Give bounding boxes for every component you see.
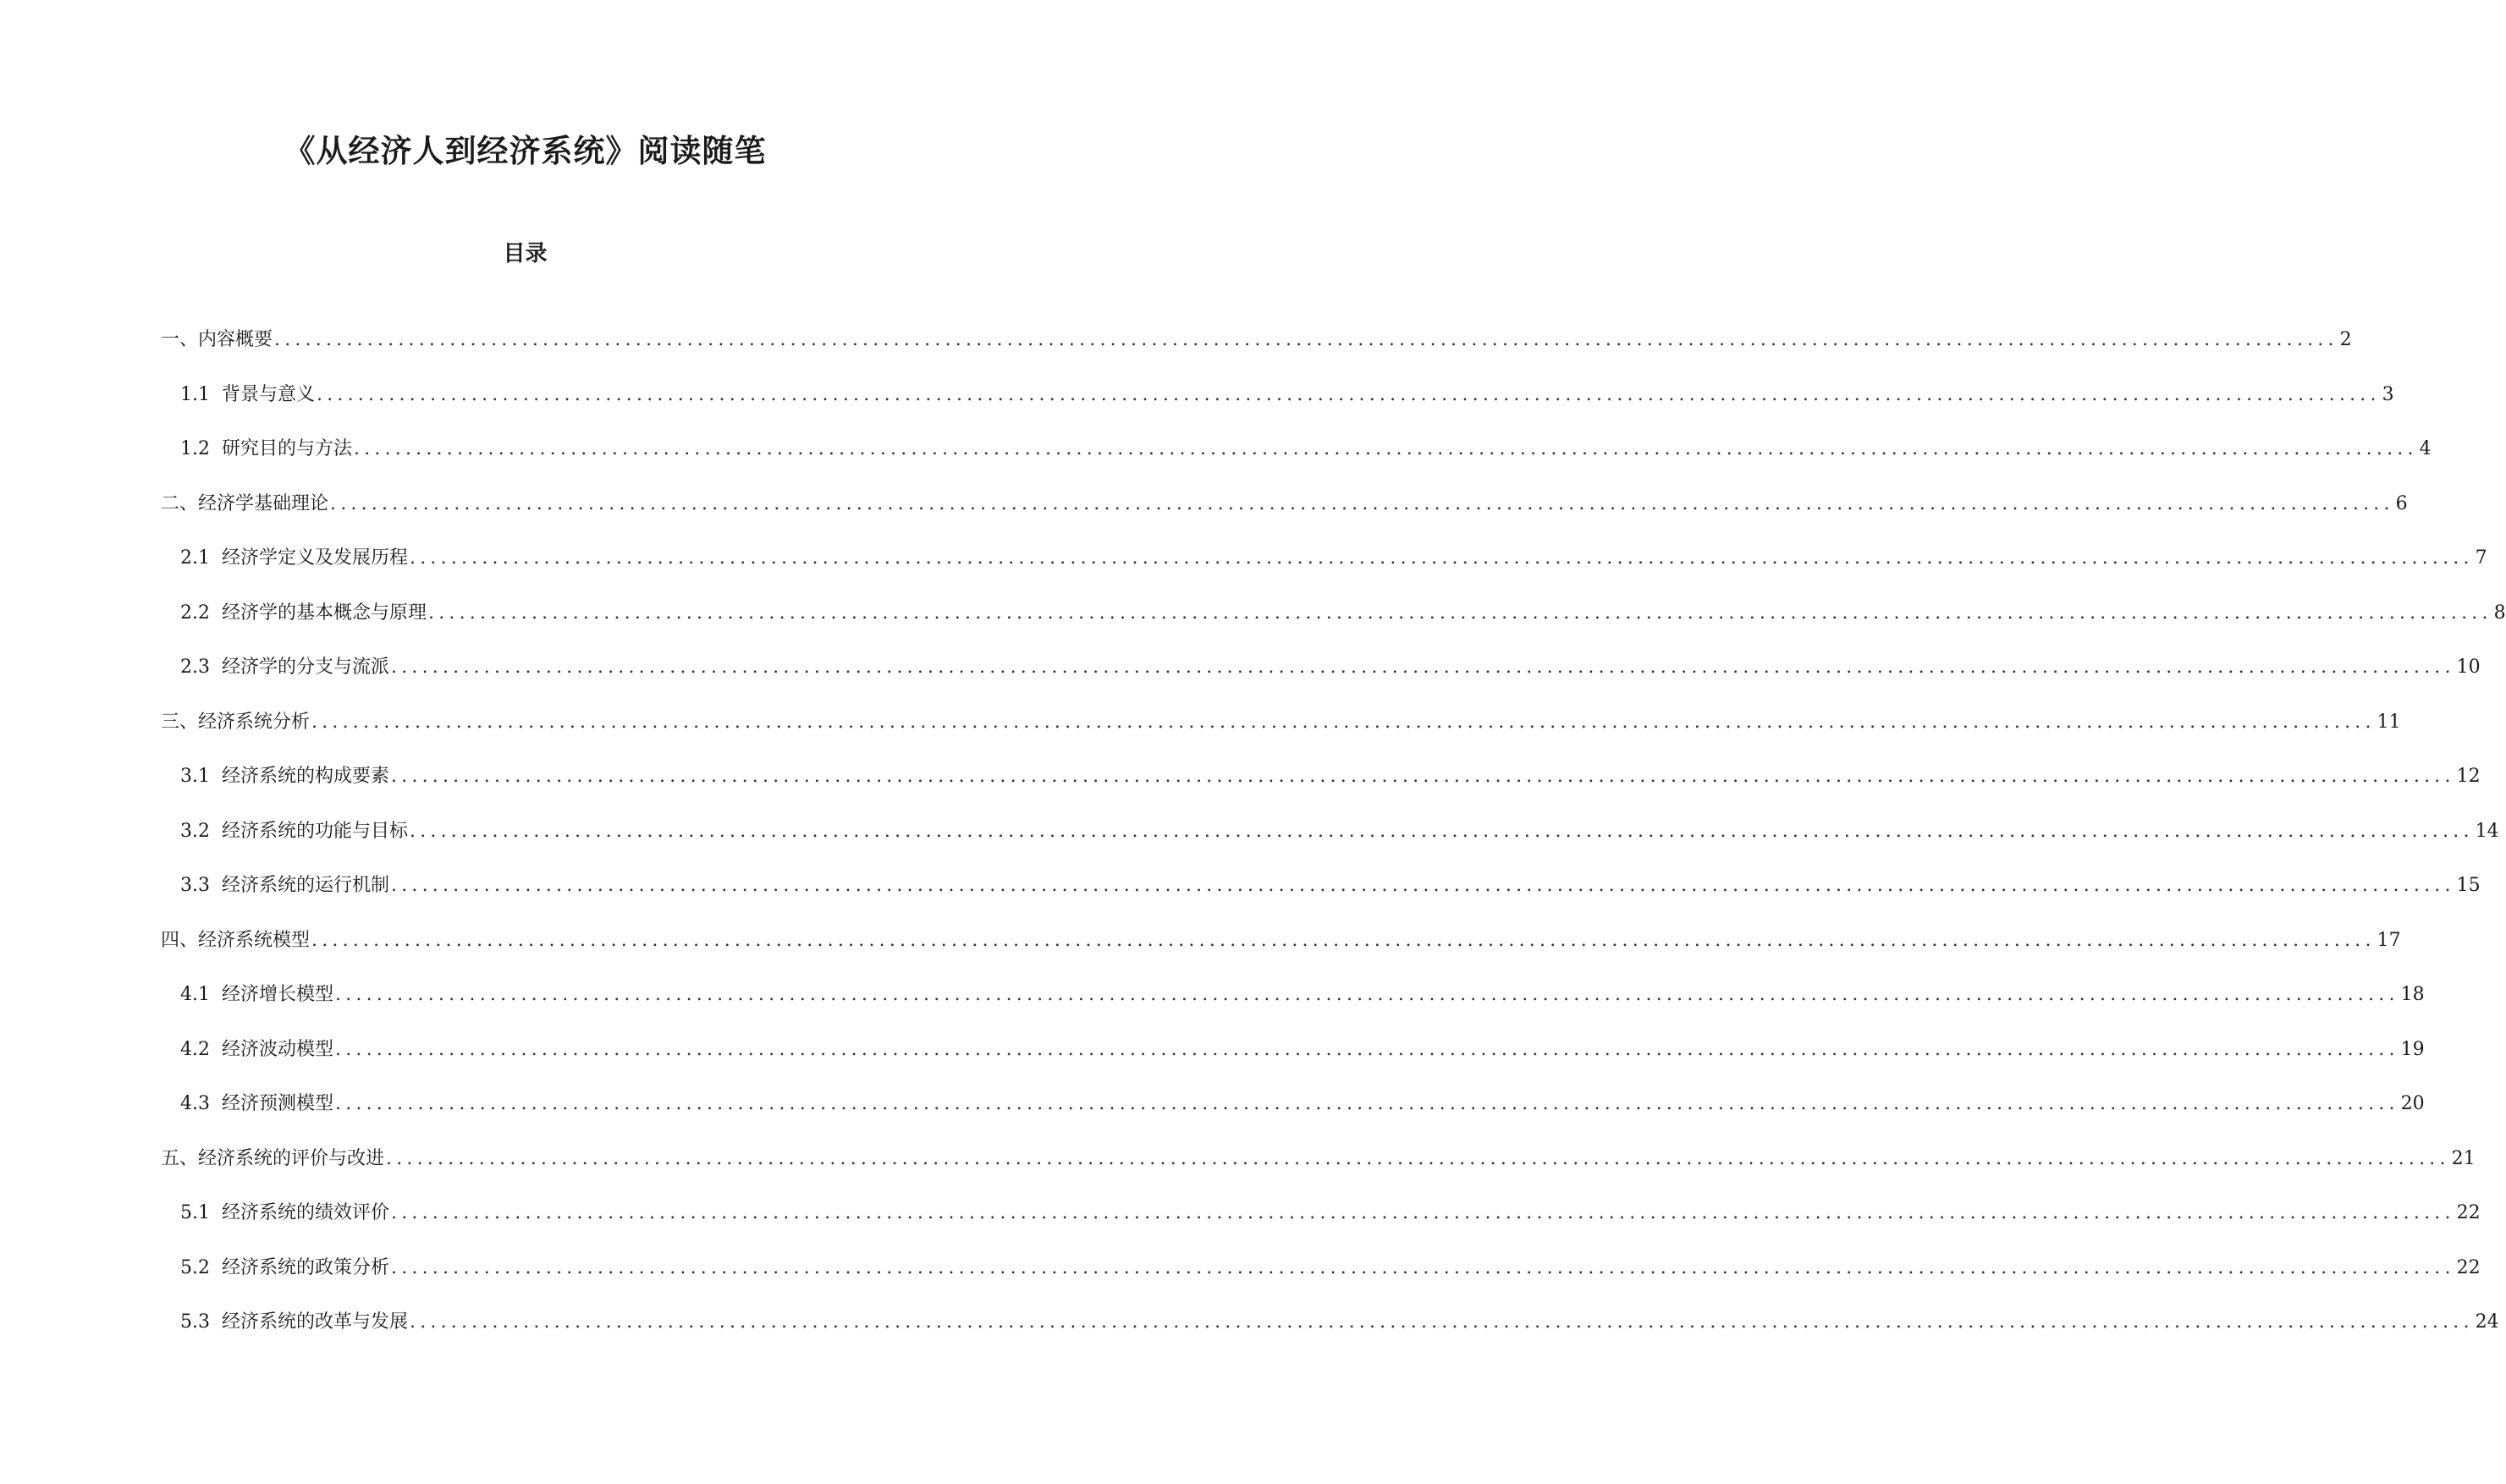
toc-entry-text: 三、经济系统分析 [161, 711, 311, 733]
toc-dot-leader: ........................................................................................................................................................................................................ [410, 547, 2474, 569]
toc-entry[interactable] [180, 1307, 2499, 1338]
toc-entry-number: 2.1 [180, 547, 210, 569]
toc-entry-label [161, 1144, 384, 1174]
toc-entry[interactable] [161, 325, 2352, 355]
toc-entry[interactable] [180, 816, 2499, 847]
toc-entry-label [180, 434, 352, 464]
toc-entry[interactable] [180, 543, 2487, 574]
toc-dot-leader: ........................................................................................................................................................................................................ [428, 602, 2492, 624]
toc-entry[interactable] [180, 1198, 2481, 1228]
toc-page-number: 19 [2400, 1038, 2425, 1060]
toc-entry[interactable] [180, 1089, 2425, 1119]
toc-page-number: 3 [2382, 383, 2394, 405]
toc-dot-leader: ........................................................................................................................................................................................................ [354, 438, 2418, 459]
toc-entry-label [180, 1198, 389, 1228]
toc-entry-text: 经济波动模型 [222, 1038, 334, 1060]
toc-entry-label [180, 598, 427, 629]
toc-page-number: 21 [2451, 1147, 2476, 1169]
toc-dot-leader: ........................................................................................................................................................................................................ [410, 1311, 2474, 1333]
toc-page-number: 18 [2400, 984, 2425, 1005]
toc-entry-text: 经济系统的政策分析 [222, 1256, 390, 1278]
toc-entry[interactable] [161, 489, 2408, 519]
toc-entry[interactable] [180, 1253, 2481, 1283]
toc-dot-leader: ........................................................................................................................................................................................................ [335, 1093, 2399, 1114]
toc-dot-leader: ........................................................................................................................................................................................................ [391, 875, 2455, 896]
toc-page-number: 12 [2456, 766, 2481, 787]
toc-entry-number: 4.2 [180, 1038, 210, 1060]
toc-entry-text: 经济增长模型 [222, 984, 334, 1005]
toc-entry[interactable] [180, 434, 2432, 464]
toc-entry[interactable] [161, 707, 2401, 738]
toc-entry-label [161, 707, 310, 738]
toc-dot-leader: ........................................................................................................................................................................................................ [391, 1202, 2455, 1223]
toc-entry-text: 经济学定义及发展历程 [222, 547, 409, 569]
toc-entry-text: 二、经济学基础理论 [161, 492, 329, 514]
toc-entry-number: 3.1 [180, 766, 210, 787]
toc-entry-text: 经济学的基本概念与原理 [222, 602, 427, 624]
toc-page-number: 6 [2395, 492, 2408, 514]
toc-page-number: 24 [2475, 1311, 2499, 1333]
toc-entry-text: 经济系统的改革与发展 [222, 1311, 409, 1333]
document-title: 《从经济人到经济系统》阅读随笔 [284, 132, 767, 169]
toc-entry[interactable] [180, 761, 2481, 792]
toc-page-number: 14 [2475, 820, 2499, 842]
toc-page-number: 2 [2339, 329, 2352, 350]
toc-dot-leader: ........................................................................................................................................................................................................ [311, 711, 2376, 733]
toc-dot-leader: ........................................................................................................................................................................................................ [274, 329, 2338, 350]
toc-page-number: 4 [2419, 438, 2432, 459]
toc-entry-label [161, 926, 310, 956]
toc-page-number: 7 [2475, 547, 2487, 569]
toc-entry-number: 2.3 [180, 657, 210, 678]
toc-entry-text: 研究目的与方法 [222, 438, 353, 459]
toc-dot-leader: ........................................................................................................................................................................................................ [391, 657, 2455, 678]
toc-heading: 目录 [503, 241, 548, 267]
toc-entry-text: 经济学的分支与流派 [222, 657, 390, 678]
toc-page-number: 22 [2456, 1256, 2481, 1278]
toc-entry-label [180, 761, 389, 792]
toc-entry-text: 经济系统的运行机制 [222, 875, 390, 896]
toc-entry-label [180, 980, 333, 1010]
toc-entry[interactable] [180, 652, 2481, 683]
toc-dot-leader: ........................................................................................................................................................................................................ [410, 820, 2474, 842]
toc-page-number: 15 [2456, 875, 2481, 896]
toc-entry-text: 经济系统的构成要素 [222, 766, 390, 787]
toc-entry[interactable] [180, 1035, 2425, 1065]
toc-entry[interactable] [180, 598, 2506, 629]
toc-entry-number: 5.2 [180, 1256, 210, 1278]
toc-entry-number: 4.1 [180, 984, 210, 1005]
toc-page-number: 11 [2377, 711, 2401, 733]
toc-entry-text: 经济预测模型 [222, 1093, 334, 1114]
toc-entry-number: 1.1 [180, 383, 210, 405]
toc-entry-label [180, 1035, 333, 1065]
toc-entry-number: 1.2 [180, 438, 210, 459]
toc-entry[interactable] [180, 871, 2481, 901]
toc-entry-text: 经济系统的绩效评价 [222, 1202, 390, 1223]
toc-entry-number: 2.2 [180, 602, 210, 624]
toc-dot-leader: ........................................................................................................................................................................................................ [330, 492, 2394, 514]
toc-dot-leader: ........................................................................................................................................................................................................ [311, 929, 2376, 951]
toc-dot-leader: ........................................................................................................................................................................................................ [317, 383, 2381, 405]
toc-entry[interactable] [180, 980, 2425, 1010]
toc-entry[interactable] [180, 380, 2394, 410]
toc-page-number: 22 [2456, 1202, 2481, 1223]
toc-entry-text: 四、经济系统模型 [161, 929, 311, 951]
toc-entry-label [180, 380, 315, 410]
toc-dot-leader: ........................................................................................................................................................................................................ [391, 766, 2455, 787]
toc-entry[interactable] [161, 926, 2401, 956]
toc-entry-text: 一、内容概要 [161, 329, 273, 350]
toc-entry-label [180, 816, 408, 847]
toc-dot-leader: ........................................................................................................................................................................................................ [335, 984, 2399, 1005]
toc-dot-leader: ........................................................................................................................................................................................................ [335, 1038, 2399, 1060]
toc-entry-label [180, 543, 408, 574]
toc-entry-label [180, 1089, 333, 1119]
toc-entry-number: 5.3 [180, 1311, 210, 1333]
toc-dot-leader: ........................................................................................................................................................................................................ [391, 1256, 2455, 1278]
toc-entry-text: 背景与意义 [222, 383, 316, 405]
toc-entry-label [180, 871, 389, 901]
toc-entry-label [180, 652, 389, 683]
toc-entry-label [180, 1307, 408, 1338]
toc-page-number: 10 [2456, 657, 2481, 678]
toc-entry-label [161, 489, 328, 519]
toc-entry-label [161, 325, 273, 355]
toc-entry-text: 经济系统的功能与目标 [222, 820, 409, 842]
toc-entry-number: 5.1 [180, 1202, 210, 1223]
toc-dot-leader: ........................................................................................................................................................................................................ [386, 1147, 2450, 1169]
toc-entry-label [180, 1253, 389, 1283]
toc-entry-text: 五、经济系统的评价与改进 [161, 1147, 385, 1169]
toc-entry-number: 3.3 [180, 875, 210, 896]
toc-entry-number: 4.3 [180, 1093, 210, 1114]
toc-page-number: 17 [2377, 929, 2401, 951]
toc-page-number: 20 [2400, 1093, 2425, 1114]
toc-page-number: 8 [2493, 602, 2506, 624]
toc-entry[interactable] [161, 1144, 2476, 1174]
toc-entry-number: 3.2 [180, 820, 210, 842]
